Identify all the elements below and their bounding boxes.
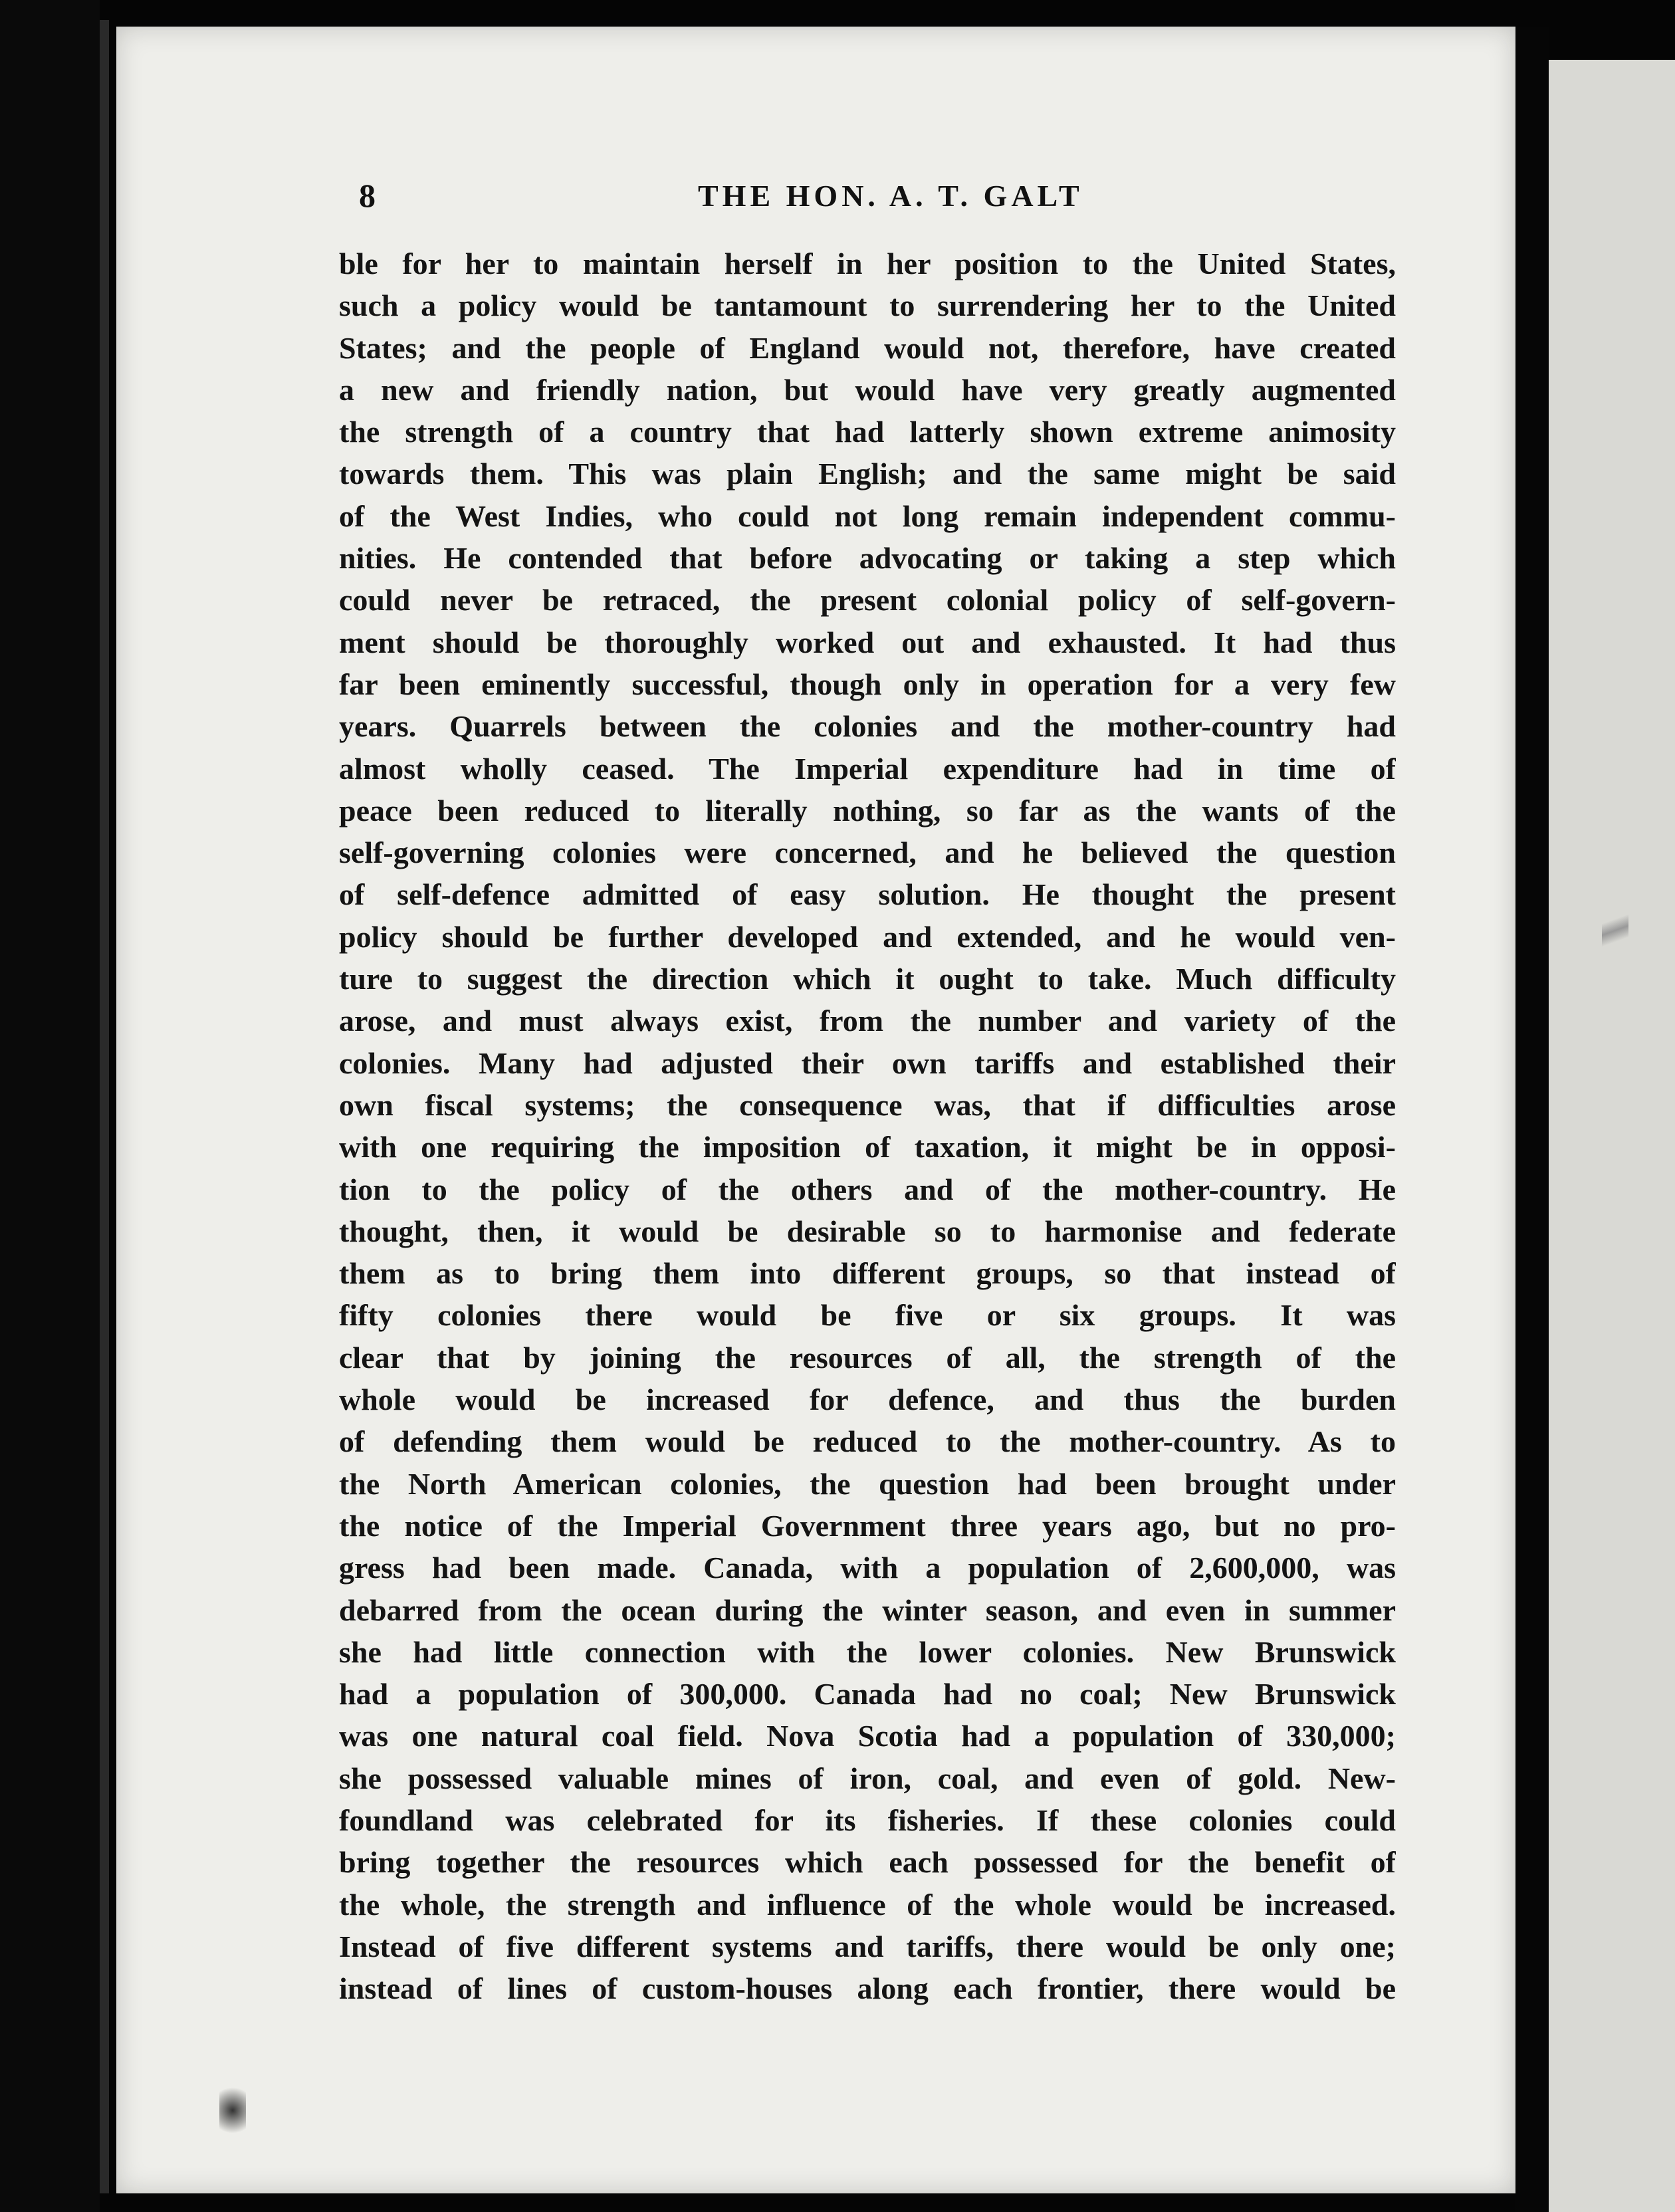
- text-line: them as to bring them into different groups, so that instead of: [339, 1256, 1396, 1291]
- text-line: ble for her to maintain herself in her position to the United States,: [339, 247, 1396, 280]
- text-line: fifty colonies there would be five or six groups. It was: [339, 1298, 1396, 1333]
- text-line: tion to the policy of the others and of the mother-country. He: [339, 1172, 1396, 1206]
- text-line: years. Quarrels between the colonies and the mother-country had: [339, 709, 1396, 744]
- text-line: whole would be increased for defence, and thus the burden: [339, 1382, 1396, 1417]
- text-line: could never be retraced, the present colonial policy of self-govern-: [339, 583, 1396, 617]
- text-line: gress had been made. Canada, with a population of 2,600,000, was: [339, 1551, 1396, 1585]
- body-text: [339, 243, 1396, 2009]
- text-line: nities. He contended that before advocating or taking a step which: [339, 541, 1396, 576]
- text-line: a new and friendly nation, but would have very greatly augmented: [339, 372, 1396, 407]
- text-line: clear that by joining the resources of all, the strength of the: [339, 1340, 1396, 1375]
- text-line: the North American colonies, the question had been brought under: [339, 1466, 1396, 1501]
- text-line: towards them. This was plain English; and the same might be said: [339, 457, 1396, 491]
- page-number: 8: [359, 177, 376, 214]
- next-page-edge: [1549, 60, 1675, 2212]
- text-line: self-governing colonies were concerned, and he believed the question: [339, 835, 1396, 870]
- text-line: she had little connection with the lower colonies. New Brunswick: [339, 1634, 1396, 1669]
- binding-shadow: [100, 20, 109, 2193]
- text-line: peace been reduced to literally nothing, so far as the wants of the: [339, 793, 1396, 828]
- text-line: bring together the resources which each possessed for the benefit of: [339, 1845, 1396, 1880]
- text-line: policy should be further developed and extended, and he would ven-: [339, 919, 1396, 954]
- text-line: States; and the people of England would not, therefore, have created: [339, 330, 1396, 365]
- text-line: ment should be thoroughly worked out and exhausted. It had thus: [339, 625, 1396, 659]
- text-line: thought, then, it would be desirable so to harmonise and federate: [339, 1214, 1396, 1248]
- binding-edge: [0, 0, 100, 2212]
- text-line: she possessed valuable mines of iron, coal, and even of gold. New-: [339, 1761, 1396, 1795]
- paper-crease: [1602, 877, 1628, 984]
- text-line: the whole, the strength and influence of the whole would be increased.: [339, 1887, 1396, 1922]
- text-line: such a policy would be tantamount to surrendering her to the United: [339, 288, 1396, 323]
- text-line: colonies. Many had adjusted their own tariffs and established their: [339, 1046, 1396, 1080]
- text-line: was one natural coal field. Nova Scotia had a population of 330,000;: [339, 1719, 1396, 1753]
- text-line: instead of lines of custom-houses along each frontier, there would be: [339, 1971, 1396, 2006]
- text-line: the notice of the Imperial Government three years ago, but no pro-: [339, 1508, 1396, 1543]
- text-line: arose, and must always exist, from the number and variety of the: [339, 1004, 1396, 1038]
- text-line: debarred from the ocean during the winter season, and even in summer: [339, 1593, 1396, 1627]
- text-line: foundland was celebrated for its fisheries. If these colonies could: [339, 1803, 1396, 1837]
- text-line: almost wholly ceased. The Imperial expenditure had in time of: [339, 751, 1396, 786]
- ink-smudge: [219, 2080, 246, 2140]
- text-line: the strength of a country that had latterly shown extreme animosity: [339, 415, 1396, 449]
- text-line: far been eminently successful, though only in operation for a very few: [339, 667, 1396, 701]
- text-line: of defending them would be reduced to the mother-country. As to: [339, 1424, 1396, 1459]
- text-line: Instead of five different systems and tariffs, there would be only one;: [339, 1929, 1396, 1963]
- text-line: own fiscal systems; the consequence was, that if difficulties arose: [339, 1087, 1396, 1122]
- text-line: with one requiring the imposition of taxation, it might be in opposi-: [339, 1130, 1396, 1164]
- text-line: of the West Indies, who could not long remain independent commu-: [339, 498, 1396, 533]
- running-head: THE HON. A. T. GALT: [698, 179, 1083, 213]
- text-line: of self-defence admitted of easy solution. He thought the present: [339, 877, 1396, 912]
- text-line: had a population of 300,000. Canada had no coal; New Brunswick: [339, 1677, 1396, 1712]
- page-gap: [1515, 27, 1549, 2212]
- text-line: ture to suggest the direction which it ought to take. Much difficulty: [339, 962, 1396, 996]
